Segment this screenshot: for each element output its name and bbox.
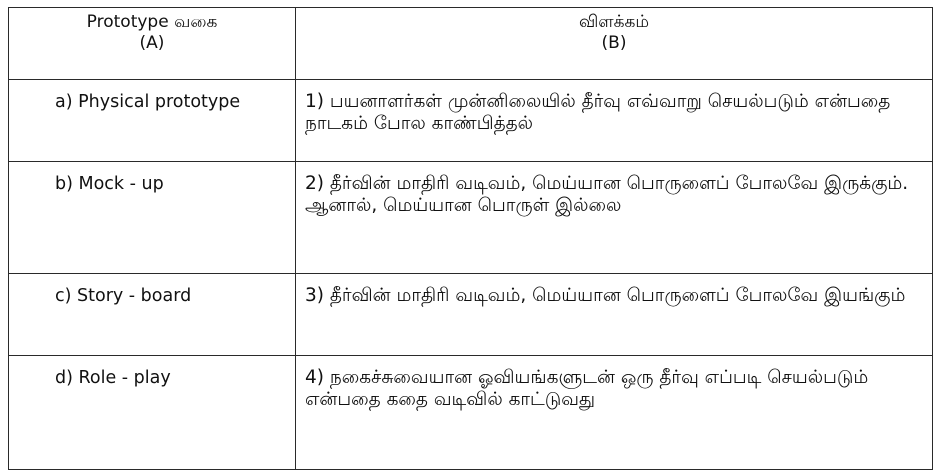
description-cell: 1) பயனாளர்கள் முன்னிலையில் தீர்வு எவ்வாறு செயல்படும் என்பதை நாடகம் போல காண்பித்தல்: [296, 80, 933, 162]
table-row: [9, 80, 933, 162]
prototype-type-cell: c) Story - board: [9, 274, 296, 356]
table-row: [9, 274, 933, 356]
description-cell: 4) நகைச்சுவையான ஓவியங்களுடன் ஒரு தீர்வு எப்படி செயல்படும் என்பதை கதை வடிவில் காட்டுவது: [296, 356, 933, 470]
prototype-type-cell: b) Mock - up: [9, 162, 296, 274]
column-header-b-sub: (B): [601, 33, 627, 53]
table-row: [9, 162, 933, 274]
prototype-type-cell: d) Role - play: [9, 356, 296, 470]
match-table: [8, 7, 933, 470]
column-header-a-sub: (A): [139, 33, 165, 53]
column-header-b-title: விளக்கம்: [578, 12, 650, 32]
table-row: [9, 356, 933, 470]
description-cell: 2) தீர்வின் மாதிரி வடிவம், மெய்யான பொருளைப் போலவே இருக்கும். ஆனால், மெய்யான பொருள் இல்லை: [296, 162, 933, 274]
table-header-row: [9, 8, 933, 80]
column-header-b: [296, 8, 933, 80]
description-cell: 3) தீர்வின் மாதிரி வடிவம், மெய்யான பொருளைப் போலவே இயங்கும்: [296, 274, 933, 356]
column-header-a-title: Prototype வகை: [86, 12, 218, 32]
column-header-a: [9, 8, 296, 80]
prototype-type-cell: a) Physical prototype: [9, 80, 296, 162]
